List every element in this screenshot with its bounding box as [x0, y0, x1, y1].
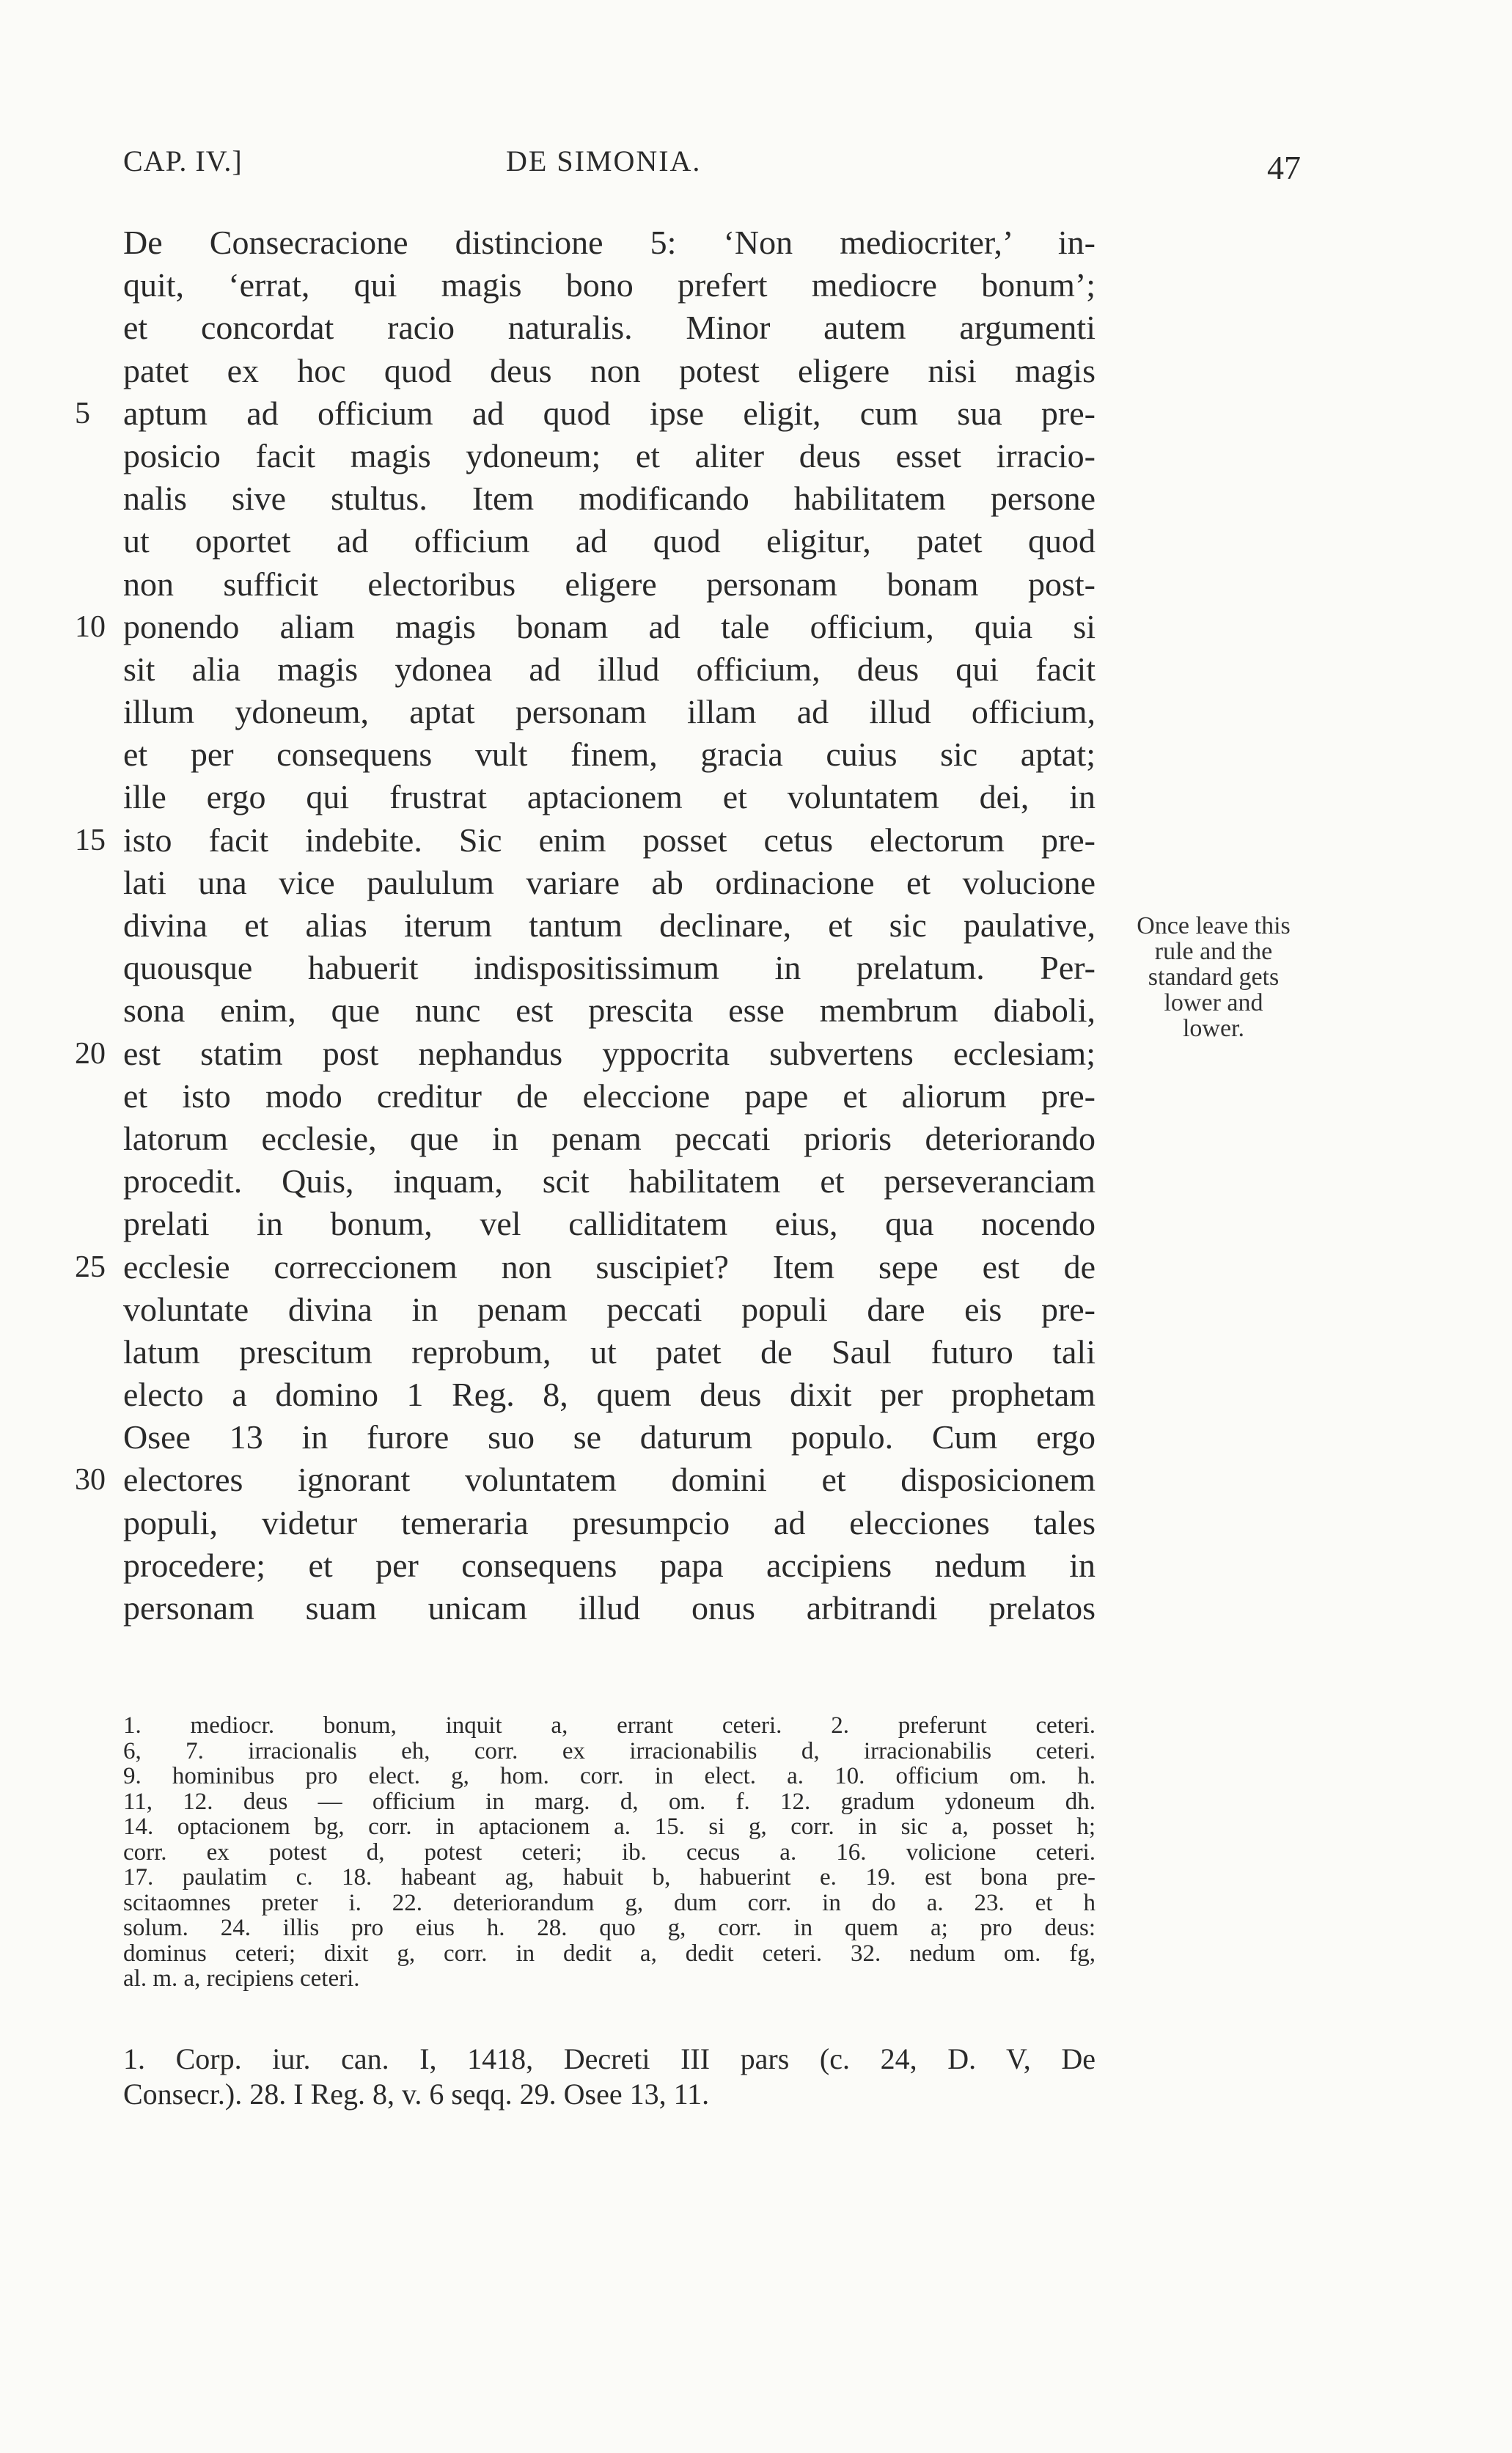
- line-number: 25: [75, 1250, 106, 1284]
- line-text: posicio facit magis ydoneum; et aliter deus esset irracio-: [123, 436, 1096, 474]
- line-text: patet ex hoc quod deus non potest eligere nisi magis: [123, 351, 1096, 389]
- text-line: [123, 477, 1096, 520]
- apparatus-line: dominus ceteri; dixit g, corr. in dedit a, dedit ceteri. 32. nedum om. fg,: [123, 1940, 1096, 1967]
- line-text: et per consequens vult finem, gracia cuius sic aptat;: [123, 736, 1096, 774]
- line-text: quit, ‘errat, qui magis bono prefert mediocre bonum’;: [123, 266, 1096, 304]
- line-number: 20: [75, 1036, 106, 1071]
- note-line: Consecr.). 28. I Reg. 8, v. 6 seqq. 29. Osee 13, 11.: [123, 2078, 710, 2111]
- text-line: [75, 819, 1096, 862]
- line-text: sona enim, que nunc est prescita esse membrum diaboli,: [123, 991, 1096, 1030]
- text-line: [123, 563, 1096, 606]
- margin-note-line: rule and the: [1154, 938, 1273, 965]
- text-line: [75, 606, 1096, 648]
- critical-apparatus: [123, 1713, 1096, 1992]
- line-text: De Consecracione distincione 5: ‘Non mediocriter,’ in-: [123, 224, 1096, 261]
- line-text: et isto modo creditur de eleccione pape et aliorum pre-: [123, 1077, 1096, 1115]
- line-text: electo a domino 1 Reg. 8, quem deus dixit per prophetam: [123, 1376, 1096, 1414]
- text-line: [75, 1246, 1096, 1288]
- apparatus-line: scitaomnes preter i. 22. deteriorandum g, dum corr. in do a. 23. et h: [123, 1889, 1096, 1916]
- margin-note-line: Once leave this: [1137, 912, 1291, 939]
- line-text: procedere; et per consequens papa accipiens nedum in: [123, 1546, 1096, 1584]
- line-text: illum ydoneum, aptat personam illam ad illud officium,: [123, 693, 1096, 731]
- line-text: quousque habuerit indispositissimum in prelatum. Per-: [123, 949, 1096, 987]
- line-text: Osee 13 in furore suo se daturum populo. Cum ergo: [123, 1418, 1096, 1456]
- margin-note: [1107, 913, 1320, 1041]
- text-line: [123, 1544, 1096, 1587]
- margin-note-line: lower and: [1164, 989, 1263, 1016]
- line-text: latum prescitum reprobum, ut patet de Saul futuro tali: [123, 1332, 1096, 1371]
- apparatus-line: 14. optacionem bg, corr. in aptacionem a. 15. si g, corr. in sic a, posset h;: [123, 1814, 1096, 1840]
- text-line: [123, 691, 1096, 733]
- text-line: [123, 1416, 1096, 1459]
- text-line: [123, 1288, 1096, 1331]
- running-header: [0, 144, 1512, 188]
- margin-note-line: standard gets: [1148, 964, 1280, 991]
- line-text: divina et alias iterum tantum declinare, et sic paulative,: [123, 906, 1096, 944]
- apparatus-line: solum. 24. illis pro eius h. 28. quo g, corr. in quem a; pro deus:: [123, 1915, 1096, 1941]
- text-line: [123, 1374, 1096, 1416]
- text-line: [123, 1502, 1096, 1544]
- note-line: 1. Corp. iur. can. I, 1418, Decreti III pars (c. 24, D. V, De: [123, 2042, 1096, 2075]
- text-line: [123, 221, 1096, 264]
- line-text: ponendo aliam magis bonam ad tale officium, quia si: [123, 607, 1096, 645]
- line-number: 30: [75, 1463, 106, 1497]
- text-line: [123, 947, 1096, 989]
- text-line: [123, 264, 1096, 307]
- line-text: nalis sive stultus. Item modificando habilitatem persone: [123, 480, 1096, 518]
- line-number: 10: [75, 609, 106, 644]
- text-line: [123, 1118, 1096, 1160]
- line-text: electores ignorant voluntatem domini et disposicionem: [123, 1461, 1096, 1499]
- text-line: [123, 648, 1096, 691]
- line-text: et concordat racio naturalis. Minor autem argumenti: [123, 309, 1096, 347]
- running-title: DE SIMONIA.: [506, 144, 702, 177]
- text-line: [123, 1203, 1096, 1245]
- line-text: populi, videtur temeraria presumpcio ad elecciones tales: [123, 1503, 1096, 1541]
- text-line: [75, 392, 1096, 435]
- text-line: [123, 776, 1096, 818]
- line-text: isto facit indebite. Sic enim posset cetus electorum pre-: [123, 821, 1096, 859]
- line-text: personam suam unicam illud onus arbitrandi prelatos: [123, 1589, 1096, 1627]
- chapter-label: CAP. IV.]: [123, 144, 243, 177]
- line-number: 5: [75, 396, 90, 430]
- source-notes: [123, 2042, 1096, 2112]
- line-text: voluntate divina in penam peccati populi dare eis pre-: [123, 1290, 1096, 1328]
- line-text: non sufficit electoribus eligere personam bonam post-: [123, 565, 1096, 603]
- text-line: [123, 520, 1096, 562]
- apparatus-line: al. m. a, recipiens ceteri.: [123, 1965, 360, 1992]
- line-text: latorum ecclesie, que in penam peccati prioris deteriorando: [123, 1119, 1096, 1157]
- apparatus-line: 6, 7. irracionalis eh, corr. ex irracionabilis d, irracionabilis ceteri.: [123, 1737, 1096, 1764]
- apparatus-line: 1. mediocr. bonum, inquit a, errant ceteri. 2. preferunt ceteri.: [123, 1712, 1096, 1739]
- text-line: [123, 307, 1096, 349]
- line-text: sit alia magis ydonea ad illud officium, deus qui facit: [123, 650, 1096, 688]
- line-text: ille ergo qui frustrat aptacionem et voluntatem dei, in: [123, 778, 1096, 816]
- text-line: [123, 350, 1096, 392]
- text-line: [123, 1331, 1096, 1374]
- text-line: [123, 435, 1096, 477]
- text-line: [123, 1075, 1096, 1118]
- line-number: 15: [75, 823, 106, 857]
- line-text: lati una vice paululum variare ab ordinacione et volucione: [123, 863, 1096, 901]
- text-line: [75, 1459, 1096, 1501]
- apparatus-line: 11, 12. deus — officium in marg. d, om. f. 12. gradum ydoneum dh.: [123, 1788, 1096, 1815]
- line-text: ut oportet ad officium ad quod eligitur, patet quod: [123, 522, 1096, 560]
- line-text: aptum ad officium ad quod ipse eligit, cum sua pre-: [123, 394, 1096, 432]
- text-line: [123, 733, 1096, 776]
- apparatus-line: 17. paulatim c. 18. habeant ag, habuit b, habuerint e. 19. est bona pre-: [123, 1864, 1096, 1891]
- text-line: [123, 1587, 1096, 1629]
- line-text: prelati in bonum, vel calliditatem eius, qua nocendo: [123, 1205, 1096, 1243]
- margin-note-line: lower.: [1182, 1015, 1245, 1042]
- main-text-block: [75, 221, 1096, 1629]
- text-line: [123, 862, 1096, 904]
- line-text: ecclesie correccionem non suscipiet? Item sepe est de: [123, 1247, 1096, 1286]
- line-text: procedit. Quis, inquam, scit habilitatem et perseveranciam: [123, 1162, 1096, 1200]
- text-line: [123, 1160, 1096, 1203]
- page-number: 47: [1267, 149, 1301, 186]
- text-line: [123, 904, 1096, 947]
- line-text: est statim post nephandus yppocrita subvertens ecclesiam;: [123, 1034, 1096, 1072]
- text-line: [75, 1033, 1096, 1075]
- apparatus-line: corr. ex potest d, potest ceteri; ib. cecus a. 16. volicione ceteri.: [123, 1838, 1096, 1866]
- text-line: [123, 989, 1096, 1032]
- apparatus-line: 9. hominibus pro elect. g, hom. corr. in elect. a. 10. officium om. h.: [123, 1763, 1096, 1789]
